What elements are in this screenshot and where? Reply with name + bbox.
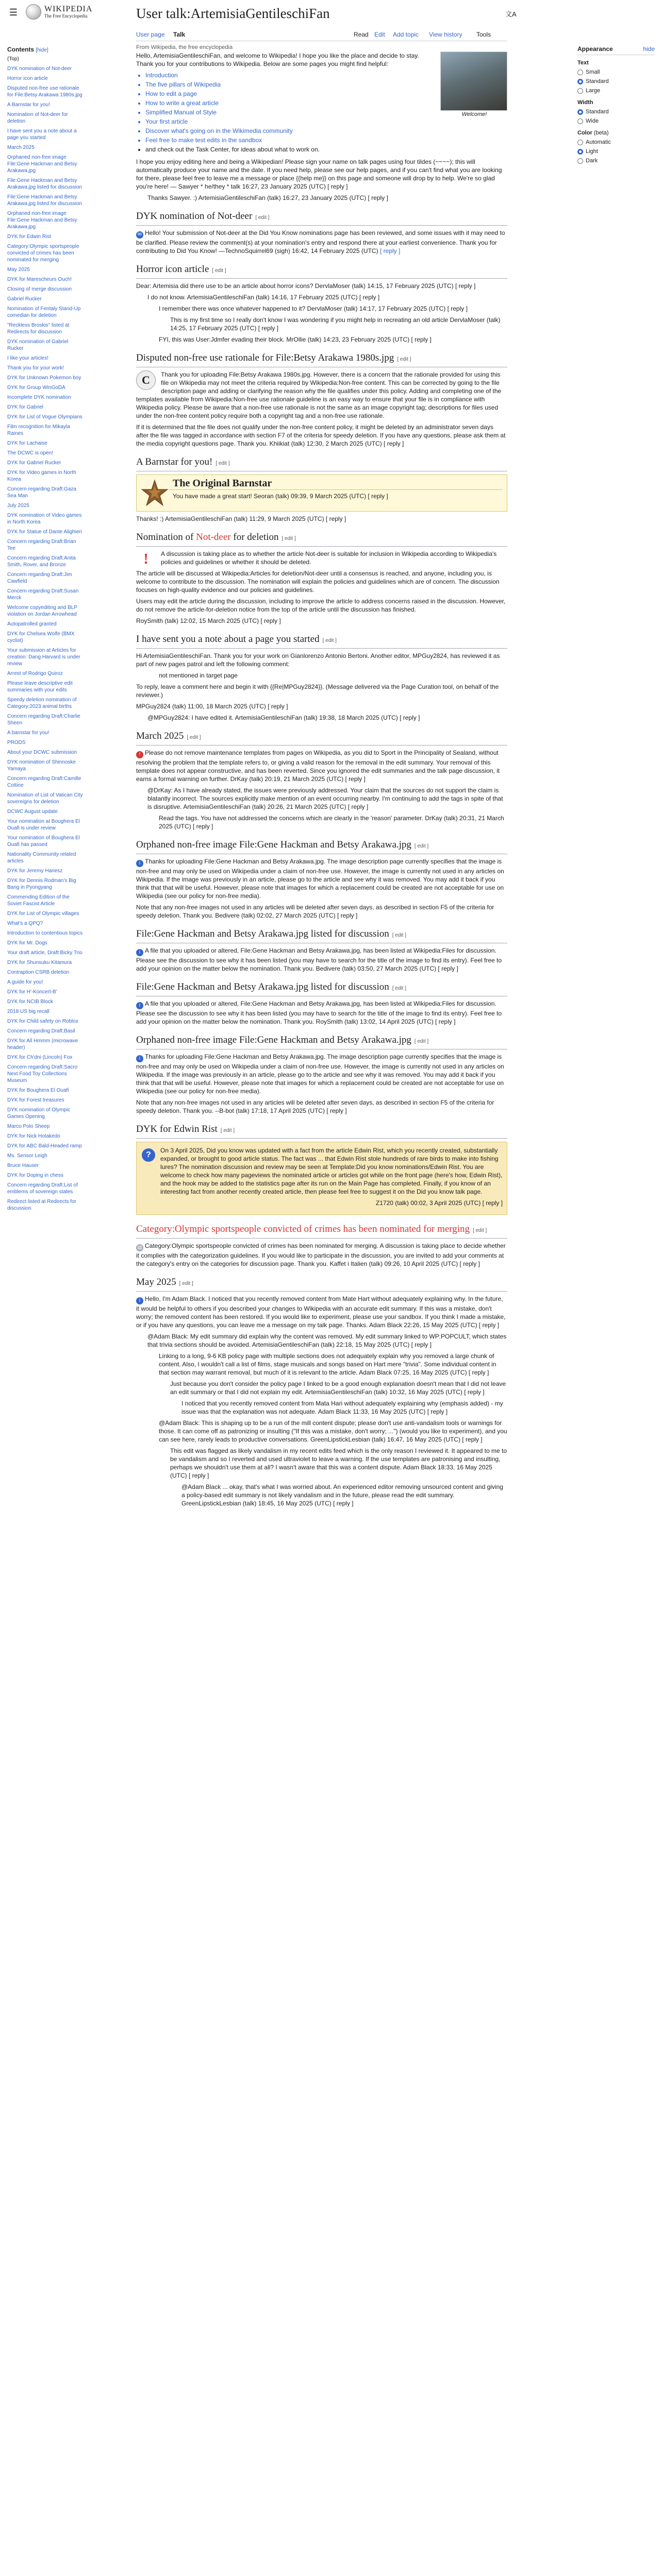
tab-tools[interactable]: Tools [476, 31, 491, 38]
toc-item[interactable]: DYK for Unknown Pokemon boy [7, 375, 81, 381]
toc-item[interactable]: Your draft article, Draft:Bicky Trio [7, 950, 82, 956]
toc-item[interactable]: PRODS [7, 740, 26, 745]
edit-section-link[interactable]: [ edit ] [322, 638, 337, 643]
comment: FYI, this was User:Jdmfer evading their block. MrOllie (talk) 14:23, 23 February 2025 (UTC) [ reply ] [159, 336, 432, 343]
section-heading: Nomination of Not-deer for deletion [ edit ] [136, 531, 507, 547]
edit-section-link[interactable]: [ edit ] [220, 1128, 235, 1133]
toc-item[interactable]: DYK for Gabriel Rucker [7, 460, 61, 466]
toc-item[interactable]: DYK for Jeremy Hanesz [7, 868, 63, 874]
width-standard-option[interactable]: Standard [577, 108, 655, 116]
warning-text: ! Please do not remove maintenance templates from pages on Wikipedia, as you did to Sport in the Principality of Sealand, without resolving the problem that the template refers to, or giving a valid reason for the removal in the edit summary. Your removal of this template does not appear constructive, and has been reverted. Since you ignored the edit summaries and the talk page discussion, it earns a formal warning on further. DrKay (talk) 20:19, 21 March 2025 (UTC) [ reply ] [136, 749, 500, 783]
notice-text: On 3 April 2025, Did you know was updated with a fact from the article Edwin Rist, which you recently created, substantially expanded, or brought to good article status. The fact was ... that Edwin Rist stole hundreds of rare birds to make into fishing lures? The nomination discussion and review may be seen at Template:Did you know nominations/Edwin Rist. You are welcome to check how many pageviews the nominated article or articles got while on the front page (here's how, Edwin Rist), and the hook may be added to the statistics page after its run on the Main Page has completed. Finally, if you know of an interesting fact from another recently created article, then please feel free to suggest it on the Did you know talk page. [160, 1147, 503, 1195]
notice-text: ▤ Category:Olympic sportspeople convicted of crimes has been nominated for merging. A discussion is taking place to decide whether it complies with the categorization guidelines. If you would like to participate in the discussion, you are invited to add your comments at the category's entry on the categories for discussion page. Thank you. Kaffet i Italien (talk) 09:26, 10 April 2025 (UTC) [ reply ] [136, 1242, 506, 1267]
comment: Just because you don't consider the policy page I linked to be a good enough explanation doesn't mean that I did not leave an edit summary or that I did not explain my edit. ArtemisiaGentileschiFan (talk) 10:32, 16 May 2025 (UTC) [ reply ] [170, 1380, 506, 1396]
comment: I do not know. ArtemisiaGentileschiFan (talk) 14:16, 17 February 2025 (UTC) [ reply ] [147, 294, 380, 301]
reply-link[interactable]: [ reply ] [379, 247, 401, 255]
radio-checked-icon [577, 149, 583, 155]
toc-item[interactable]: Category:Olympic sportspeople convicted of crimes has been nominated for merging [7, 244, 79, 263]
color-label: Color (beta) [577, 130, 609, 136]
toc-item[interactable]: DYK for Doping in chess [7, 1173, 63, 1178]
notice-text: The article will be discussed at Wikipedia:Articles for deletion/Not-deer until a consensus is reached, and anyone, including you, is welcome to contribute to the discussion. The nomination will explain the policies and guidelines which are of concern. The discussion focuses on high-quality evidence and our policies and guidelines. [136, 570, 500, 594]
toc-item[interactable]: (Top) [7, 56, 19, 62]
welcome-message: I hope you enjoy editing here and being a Wikipedian! Please sign your name on talk pages using four tildes (~~~~); this will automatically produce your name and the date. If you need help, please see our help pages, and if you can't find what you are looking for there, please feel free to leave me a message or place {{help me}} on this page and someone will drop by to help. We're so glad you're here! — Sawyer * he/they * talk 16:27, 23 January 2025 (UTC) [ reply ] [136, 158, 502, 190]
signature: MPGuy2824 (talk) 11:00, 18 March 2025 (UTC) [ reply ] [136, 703, 288, 710]
toc-item[interactable]: DYK for Statue of Dante Alighieri [7, 529, 82, 535]
text-size-large-option[interactable]: Large [577, 87, 655, 95]
toc-item[interactable]: Concern regarding Draft:Camille Cottine [7, 776, 81, 788]
globe-icon [26, 4, 41, 20]
toc-item[interactable]: Concern regarding Draft:Jim Cawfield [7, 572, 72, 584]
toc-item[interactable]: DYK for Group WinGoDA [7, 385, 65, 391]
toc-item[interactable]: Your submission at Articles for creation: Dang Harvard is under review [7, 648, 80, 667]
section-heading [136, 1223, 507, 1239]
toc-item[interactable]: Concern regarding Draft:Susan Merck [7, 588, 79, 601]
signature: RoySmith (talk) 12:02, 15 March 2025 (UTC) [ reply ] [136, 617, 281, 624]
dyk-notice-box [136, 1142, 507, 1215]
color-light-option[interactable]: Light [577, 148, 655, 156]
welcome-link[interactable]: • Introduction [145, 71, 507, 79]
toc-item[interactable]: Orphaned non-free image File:Gene Hackman and Betsy Arakawa.jpg [7, 155, 77, 174]
warning-text: i Hello, I'm Adam Black. I noticed that you recently removed content from Mate Hart without adequately explaining why. In the future, it would be helpful to others if you described your changes to Wikipedia with an accurate edit summary. If this was a mistake, don't worry; the removed content has been restored. If you would like to experiment, please use your sandbox. If you think I made a mistake, or if you have any questions, you can leave me a message on my talk page. Thanks. Adam Black 22:26, 15 May 2025 (UTC) [ reply ] [136, 1295, 506, 1329]
toc-item[interactable]: July 2025 [7, 503, 29, 509]
toc-item[interactable]: DYK for Gabriel [7, 404, 44, 410]
welcome-link[interactable]: • How to edit a page [145, 90, 507, 98]
toc-item[interactable]: DYK for Marescheurs Ouch! [7, 277, 72, 282]
category-icon: ▤ [136, 1244, 143, 1251]
color-automatic-option[interactable]: Automatic [577, 139, 655, 146]
section-heading: Orphaned non-free image File:Gene Hackman and Betsy Arakawa.jpg [ edit ] [136, 839, 507, 854]
toc-item[interactable]: DYK for Dennis Rodman's Big Bang in Pyongyang [7, 878, 76, 890]
toc-item[interactable]: I have sent you a note about a page you started [7, 128, 77, 141]
notice-text: i A file that you uploaded or altered, File:Gene Hackman and Betsy Arakawa.jpg, has been listed at Wikipedia:Files for discussion. Please see the discussion to see why it has been listed (you may have to search for the title of the image to find its entry). Feel free to add your opinion on the matter below the nomination. Thank you. RoySmith (talk) 13:02, 14 April 2025 (UTC) [ reply ] [136, 1000, 502, 1025]
toc-item[interactable]: Concern regarding Draft:Basil [7, 1028, 75, 1034]
appearance-panel [577, 45, 655, 166]
wikipedia-logo[interactable] [26, 4, 92, 20]
edit-section-link[interactable]: [ edit ] [414, 843, 429, 849]
toc-item[interactable]: Introduction to contentious topics [7, 930, 83, 936]
radio-icon [577, 140, 583, 145]
tab-view-history[interactable]: View history [429, 31, 462, 38]
toc-heading: Contents [hide] [7, 46, 48, 53]
barnstar-message: You have made a great start! Seoran (talk) 09:39, 9 March 2025 (UTC) [ reply ] [169, 489, 503, 500]
tab-user-page[interactable]: User page [136, 31, 165, 38]
edit-section-link[interactable]: [ edit ] [414, 1039, 429, 1044]
info-icon: i [136, 949, 143, 956]
toc-item[interactable]: DYK for List of Vogue Olympians [7, 414, 82, 420]
tab-add-topic[interactable]: Add topic [393, 31, 419, 38]
welcome-link[interactable]: • How to write a great article [145, 99, 507, 107]
toc-item[interactable]: Concern regarding Draft:Gaza Sea Man [7, 486, 76, 499]
table-of-contents [7, 46, 85, 1215]
notice-text: Note that any non-free images not used in any articles will be deleted after seven days, as described in section F5 of the criteria for speedy deletion. Thank you. --B-bot (talk) 17:18, 17 April 2025 (UTC) [ reply ] [136, 1099, 494, 1114]
toc-item[interactable]: Nomination of List of Vatican City sovereigns for deletion [7, 792, 83, 805]
color-dark-option[interactable]: Dark [577, 157, 655, 165]
toc-item[interactable]: DYK for Video games in North Korea [7, 470, 76, 482]
toc-item[interactable]: About your DCWC submission [7, 750, 77, 755]
toc-item[interactable]: May 2025 [7, 267, 30, 273]
toc-item[interactable]: A Barnstar for you! [7, 102, 50, 108]
toc-item[interactable]: A barnstar for you! [7, 730, 49, 736]
radio-icon [577, 118, 583, 124]
copyright-icon: C [136, 370, 156, 390]
appearance-heading: Appearance hide [577, 45, 655, 55]
comment: Read the tags. You have not addressed the concerns which are clearly in the 'reason' parameter. DrKay (talk) 20:31, 21 March 2025 (UTC) [ reply ] [159, 815, 504, 830]
section-heading: DYK nomination of Not-deer [ edit ] [136, 210, 507, 226]
toc-item[interactable]: Concern regarding Draft:Charlie Sheen [7, 714, 80, 726]
edit-section-link[interactable]: [ edit ] [212, 268, 226, 274]
comment: I noticed that you recently removed content from Mata Hari without adequately explaining why (emphasis added) - my issue was that the explanation was not adequate. Adam Black 11:33, 16 May 2025 (UTC) [ reply ] [181, 1400, 503, 1415]
toc-item[interactable]: Your nomination at Boughera El Ouafi is under review [7, 819, 80, 831]
comment: Thanks! :) ArtemisiaGentileschiFan (talk) 11:29, 9 March 2025 (UTC) [ reply ] [136, 515, 346, 522]
toc-item[interactable]: Concern regarding Draft:Sacro Next Food Toy Collections Museum [7, 1064, 78, 1083]
tab-talk[interactable]: Talk [173, 31, 186, 38]
logo-wordmark: WIKIPEDIA [44, 4, 93, 13]
toc-item[interactable]: DYK for Edwin Rist [7, 234, 52, 240]
section-heading: Orphaned non-free image File:Gene Hackman and Betsy Arakawa.jpg [ edit ] [136, 1034, 507, 1049]
toc-item[interactable]: DYK for ABC Bald-Headed ramp [7, 1143, 82, 1149]
section-heading: March 2025 [ edit ] [136, 730, 507, 745]
comment: @Adam Black: My edit summary did explain why the content was removed. My edit summary linked to WP:POPCULT, which states that trivia sections should be avoided. ArtemisiaGentileschiFan (talk) 22:18, 15 May 2025 (UTC) [ reply ] [147, 1333, 507, 1348]
toc-item[interactable]: Gabriel Rucker [7, 296, 42, 302]
toc-item[interactable]: Nomination of Not-deer for deletion [7, 112, 68, 124]
notice-text: To reply, leave a comment here and begin it with {{Re|MPGuy2824}}. (Message delivered via the Page Curation tool, on behalf of the reviewer.) [136, 683, 499, 699]
notice-text: If it is determined that the file does not qualify under the non-free content policy, it might be deleted by an administrator seven days after the file was tagged in accordance with section F7 of the criteria for speedy deletion. If you have any questions, please ask them at the media copyright questions page. Thank you. Khiikiat (talk) 12:30, 2 March 2025 (UTC) [ reply ] [136, 423, 506, 447]
logo-tagline: The Free Encyclopedia [44, 13, 88, 19]
edit-section-link[interactable]: [ edit ] [397, 357, 411, 362]
radio-icon [577, 158, 583, 164]
barnstar-box [136, 474, 507, 512]
comment: This edit was flagged as likely vandalism in my recent edits feed which is the only reason I reviewed it. It appeared to me to be vandalism and so I reverted and used ultraviolet to leave a warning. If the use templates are patronising and insulting, perhaps we shouldn't use them at all? I wasn't aware that this was a content dispute. Adam Black 18:33, 16 May 2025 (UTC) [ reply ] [170, 1447, 507, 1479]
info-icon: i [136, 1002, 143, 1009]
toc-item[interactable]: DYK for All Hmmm (microwave header) [7, 1038, 78, 1050]
toc-item[interactable]: DYK nomination of Gabriel Rucker [7, 339, 69, 351]
talk-page-content [136, 52, 507, 1511]
toc-item[interactable]: Your nomination of Boughera El Ouafi has passed [7, 835, 80, 848]
toc-item[interactable]: Film recognition for Mikayla Raines [7, 424, 70, 436]
toc-list [7, 56, 85, 1212]
toc-item[interactable]: 2018 US big recall [7, 1009, 49, 1014]
toc-item[interactable]: DYK for Child safety on Roblox [7, 1019, 78, 1024]
comment: Dear: Artemisia did there use to be an article about horror icons? DervlaMoser (talk) 14:15, 17 February 2025 (UTC) [ reply ] [136, 282, 476, 290]
section-heading: I have sent you a note about a page you started [ edit ] [136, 633, 507, 649]
notice-text: Thank you for uploading File:Betsy Arakawa 1980s.jpg. However, there is a concern that the rationale provided for using this file on Wikipedia may not meet the criteria required by Wikipedia:Non-free content. This can be corrected by going to the file description page and adding or clarifying the reason why the file qualifies under this policy. Adding and completing one of the templates available from Wikipedia:Non-free use rationale guideline is an easy way to ensure that your file is in compliance with Wikipedia policy. Please be aware that a non-free use rationale is not the same as an image copyright tag; descriptions for files used under the non-free content policy require both a copyright tag and a non-free use rationale. [136, 371, 502, 419]
toc-item[interactable]: What's a QPQ? [7, 921, 43, 926]
edit-section-link[interactable]: [ edit ] [392, 986, 406, 991]
barnstar-title: The Original Barnstar [173, 478, 272, 489]
toc-item[interactable]: Contraption CSRB deletion [7, 970, 70, 975]
edit-section-link[interactable]: [ edit ] [392, 933, 406, 938]
edit-section-link[interactable]: [ edit ] [179, 1281, 193, 1286]
toc-item[interactable]: Concern regarding Draft:List of emblems of sovereign states [7, 1182, 78, 1195]
toc-item[interactable]: Concern regarding Draft:Anita Smith, Rover, and Bronze [7, 555, 76, 568]
toc-item[interactable]: DYK for Mr. Dogs [7, 940, 47, 946]
text-size-standard-option[interactable]: Standard [577, 78, 655, 86]
toc-item[interactable]: Ms. Sensor Leigh [7, 1153, 47, 1159]
red-link[interactable]: Category:Olympic sportspeople convicted of crimes has been nominated for merging [136, 1224, 470, 1234]
page-subtitle: From Wikipedia, the free encyclopedia [136, 44, 233, 50]
deletion-icon: ! [136, 550, 156, 569]
toc-item[interactable]: A guide for you! [7, 979, 43, 985]
toc-item[interactable]: DYK nomination of Olympic Games Opening [7, 1107, 71, 1120]
toc-item[interactable]: Please leave descriptive edit summaries with your edits [7, 681, 73, 693]
toc-item[interactable]: Closing of merge discussion [7, 286, 72, 292]
toc-item[interactable]: I like your articles! [7, 355, 49, 361]
welcome-cat-image[interactable] [440, 52, 507, 117]
radio-checked-icon [577, 79, 583, 84]
notice-text: i Thanks for uploading File:Gene Hackman and Betsy Arakawa.jpg. The image description page currently specifies that the image is non-free and may only be used on Wikipedia under a claim of non-free use. However, the image is currently not used in any articles on Wikipedia. If the image was previously in an article, please go to the article and see why it was removed. You may add it back if you think that that will be useful. However, please note that images for which a replacement could be created are not acceptable for use on Wikipedia (see our policy for non-free media). [136, 858, 504, 900]
text-size-small-option[interactable]: Small [577, 69, 655, 76]
toc-item[interactable]: DYK for Ch'dni (Lincoln) Fox [7, 1055, 73, 1060]
notice-text: Hi ArtemisiaGentileschiFan. Thank you for your work on Gianlorenzo Antonio Bertoni. Another editor, MPGuy2824, has reviewed it as part of new pages patrol and left the following comment: [136, 652, 500, 668]
toc-item[interactable]: Horror icon article [7, 76, 48, 81]
comment: This is my first time so I really don't know I was wondering if you might help in recreating an old article DervlaMoser (talk) 14:25, 17 February 2025 (UTC) [ reply ] [170, 316, 501, 332]
toc-item[interactable]: Nationality Community related articles [7, 852, 76, 864]
toc-item[interactable]: Autopatrolled granted [7, 621, 57, 627]
notice-text: Users may edit the article during the discussion, including to improve the article to address concerns raised in the discussion. However, do not remove the article-for-deletion notice from the top of the article until the discussion has finished. [136, 598, 506, 613]
reviewer-comment: not mentioned in target page [159, 672, 238, 679]
tab-edit[interactable]: Edit [374, 31, 385, 38]
red-link[interactable]: Not-deer [196, 532, 231, 543]
width-wide-option[interactable]: Wide [577, 117, 655, 125]
toc-item[interactable]: "Reckless Broskis" listed at Redirects for discussion [7, 323, 70, 335]
toc-item[interactable]: Concern regarding Draft:Brian Tee [7, 539, 76, 551]
radio-checked-icon [577, 109, 583, 115]
section-heading: File:Gene Hackman and Betsy Arakawa.jpg listed for discussion [ edit ] [136, 928, 507, 943]
comment: @Adam Black: This is shaping up to be a run of the mill content dispute; please don't use anti-vandalism tools or warnings for those. It can come off as patronizing or insulting ("If this was a mistake, don't worry; ...") (would you like to experiment), and you can see here, rarely leads to productive conversations. GreenLipstickLesbian (talk) 16:47, 16 May 2025 (UTC) [ reply ] [159, 1419, 507, 1443]
comment: Linking to a long, 9-6 KB policy page with multiple sections does not adequately explain why you removed a large chunk of content. Also, I wouldn't call a list of films, stage musicals and songs based on Hart mere "trivia". Some individual content in that section may warrant removal, but much of it is relevant to the article. Adam Black 07:25, 16 May 2025 (UTC) [ reply ] [159, 1352, 496, 1376]
edit-section-link[interactable]: [ edit ] [255, 215, 270, 221]
question-mark-icon: ? [142, 1148, 155, 1162]
notice-text: i Thanks for uploading File:Gene Hackman and Betsy Arakawa.jpg. The image description page currently specifies that the image is non-free and may only be used on Wikipedia under a claim of non-free use. However, the image is currently not used in any articles on Wikipedia. If the image was previously in an article, please go to the article and see why it was removed. You may add it back if you think that that will be useful. However, please note that images for which a replacement could be created are not acceptable for use on Wikipedia (see our policy for non-free media). [136, 1053, 504, 1095]
welcome-link[interactable]: • Discover what's going on in the Wikimedia community [145, 127, 507, 135]
language-button[interactable]: 文A [505, 10, 517, 18]
radio-icon [577, 88, 583, 94]
notice-text: Note that any non-free images not used in any articles will be deleted after seven days, as described in section F5 of the criteria for speedy deletion. Thank you. Bedivere (talk) 02:02, 27 March 2025 (UTC) [ reply ] [136, 904, 494, 919]
toc-item[interactable]: Marco Polo Sheep [7, 1124, 50, 1129]
text-size-label: Text [577, 60, 589, 66]
toc-item[interactable]: Bruce Hauser [7, 1163, 39, 1168]
appearance-hide-button[interactable]: hide [643, 45, 655, 53]
toc-item[interactable]: Arrest of Rodrigo Quiroz [7, 671, 63, 676]
page-tabs [136, 27, 507, 41]
toc-item[interactable]: Speedy deletion nomination of Category:2023 animal births [7, 697, 77, 709]
edit-section-link[interactable]: [ edit ] [282, 536, 296, 541]
section-heading: Horror icon article [ edit ] [136, 263, 507, 279]
toc-item[interactable]: Thank you for your work! [7, 365, 64, 371]
section-heading: DYK for Edwin Rist [ edit ] [136, 1123, 507, 1139]
section-heading: A Barnstar for you! [ edit ] [136, 456, 507, 471]
page-title: User talk:ArtemisiaGentileschiFan [136, 6, 330, 21]
tab-read[interactable]: Read [354, 31, 369, 38]
toc-item[interactable]: The DCWC is open! [7, 450, 53, 456]
toc-hide-button[interactable]: [hide] [36, 47, 48, 53]
edit-section-link[interactable]: [ edit ] [187, 735, 201, 740]
toc-item[interactable]: DYK for H'-Koncert-B' [7, 989, 57, 995]
main-menu-icon[interactable]: ☰ [9, 7, 18, 18]
notice-text: ✉ Hello! Your submission of Not-deer at the Did You Know nominations page has been reviewed, and some issues with it may need to be clarified. Please review the comment(s) at your nomination's entry and respond there at your earliest convenience. Thank you for contributing to Did You Know! —TechnoSquirrel69 (sigh) 16:42, 14 February 2025 (UTC) [ reply ] [136, 229, 505, 255]
width-label: Width [577, 99, 593, 106]
comment: Thanks Sawyer. :) ArtemisiaGentileschiFan (talk) 16:27, 23 January 2025 (UTC) [ reply ] [147, 194, 388, 201]
toc-item[interactable]: Incomplete DYK nomination [7, 395, 71, 400]
notice-text: i A file that you uploaded or altered, File:Gene Hackman and Betsy Arakawa.jpg, has been listed at Wikipedia:Files for discussion. Please see the discussion to see why it has been listed (you may have to search for the title of the image to find its entry). Feel free to add your opinion on the matter below the nomination. Thank you. Bedivere (talk) 03:50, 27 March 2025 (UTC) [ reply ] [136, 947, 502, 972]
info-icon: i [136, 1297, 143, 1304]
welcome-link[interactable]: • Feel free to make test edits in the sandbox [145, 136, 507, 144]
info-icon: i [136, 860, 143, 867]
toc-item[interactable]: File:Gene Hackman and Betsy Arakawa.jpg listed for discussion [7, 194, 82, 207]
section-heading: File:Gene Hackman and Betsy Arakawa.jpg listed for discussion [ edit ] [136, 981, 507, 996]
toc-item[interactable]: DYK for NCIB Block [7, 999, 53, 1005]
edit-section-link[interactable]: [ edit ] [216, 461, 230, 466]
info-icon: i [136, 1055, 143, 1062]
message-icon: ✉ [136, 231, 143, 239]
warning-icon: ! [136, 751, 143, 758]
toc-item[interactable]: Redirect listed at Redirects for discussion [7, 1199, 76, 1211]
comment: I remember there was once whatever happened to it? DervlaMoser (talk) 14:17, 17 February 2025 (UTC) [ reply ] [159, 305, 468, 312]
toc-item[interactable]: March 2025 [7, 145, 35, 150]
welcome-link[interactable]: • Simplified Manual of Style [145, 108, 507, 116]
toc-item[interactable]: DYK for Nick Hotakedo [7, 1133, 60, 1139]
notice-text: A discussion is taking place as to whether the article Not-deer is suitable for inclusion in Wikipedia according to Wikipedia's policies and guidelines or whether it should be deleted. [161, 550, 497, 566]
signature: Z1720 (talk) 00:02, 3 April 2025 (UTC) [ reply ] [375, 1199, 503, 1207]
comment: @MPGuy2824: I have edited it. ArtemisiaGentileschiFan (talk) 19:38, 18 March 2025 (UTC) [ reply ] [147, 714, 420, 721]
welcome-link[interactable]: • and check out the Task Center, for ideas about what to work on. [145, 145, 507, 154]
welcome-link[interactable]: • The five pillars of Wikipedia [145, 80, 507, 89]
toc-item[interactable]: DCWC August update [7, 809, 58, 815]
section-heading: Disputed non-free use rationale for File:Betsy Arakawa 1980s.jpg [ edit ] [136, 352, 507, 367]
toc-item[interactable]: DYK for Forest treasures [7, 1097, 64, 1103]
toc-item[interactable]: DYK for List of Olympic villages [7, 911, 79, 917]
toc-item[interactable]: DYK for Shunsuku Kitamura [7, 960, 72, 965]
comment: @Adam Black ... okay, that's what I was worried about. An experienced editor removing unsourced content and giving a policy-based edit summary is not likely vandalism and in the future, please read the edit summary. GreenLipstickLesbian (talk) 18:45, 16 May 2025 (UTC) [ reply ] [181, 1483, 503, 1507]
toc-item[interactable]: DYK for Chelsea Wolfe (BMX cyclist) [7, 631, 75, 643]
edit-section-link[interactable]: [ edit ] [473, 1228, 487, 1233]
toc-item[interactable]: Commending Edition of the Soviet Fascist Article [7, 894, 70, 907]
toc-item[interactable]: DYK for Boughera El Ouafi [7, 1088, 69, 1093]
section-heading: May 2025 [ edit ] [136, 1276, 507, 1292]
toc-item[interactable]: File:Gene Hackman and Betsy Arakawa.jpg listed for discussion [7, 178, 82, 190]
radio-icon [577, 70, 583, 75]
comment: @DrKay: As I have already stated, the issues were previously addressed. Your claim that the sources do not support the claim is blatantly incorrect. The sources explicitly make mention of an event occurring nearby. I'm continuing to add the tags in spite of that is disruptive. ArtemisiaGentileschiFan (talk) 20:26, 21 March 2025 (UTC) [ reply ] [147, 787, 503, 810]
welcome-link[interactable]: • Your first article [145, 117, 507, 126]
toc-item[interactable]: Disputed non-free use rationale for File:Betsy Arakawa 1980s.jpg [7, 86, 82, 98]
toc-item[interactable]: DYK for Lachaise [7, 440, 47, 446]
toc-item[interactable]: Nomination of Fentaly Stand-Up comedian for deletion [7, 306, 81, 318]
toc-item[interactable]: DYK nomination of Video games in North Korea [7, 513, 82, 525]
welcome-image-caption: Welcome! [461, 111, 487, 117]
toc-item[interactable]: Orphaned non-free image File:Gene Hackman and Betsy Arakawa.jpg [7, 211, 77, 230]
toc-item[interactable]: Welcome copyediting and BLP violation on Jordan Arrowhead [7, 605, 77, 617]
toc-item[interactable]: DYK nomination of Shinnoske Yamaya [7, 759, 76, 772]
site-header [0, 0, 662, 26]
toc-item[interactable]: DYK nomination of Not-deer [7, 66, 72, 72]
welcome-intro: Hello, ArtemisiaGentileschiFan, and welcome to Wikipedia! I hope you like the place and decide to stay. Thank you for your contributions to Wikipedia. Below are some pages you might find helpful: [136, 52, 419, 67]
barnstar-icon [141, 479, 169, 507]
